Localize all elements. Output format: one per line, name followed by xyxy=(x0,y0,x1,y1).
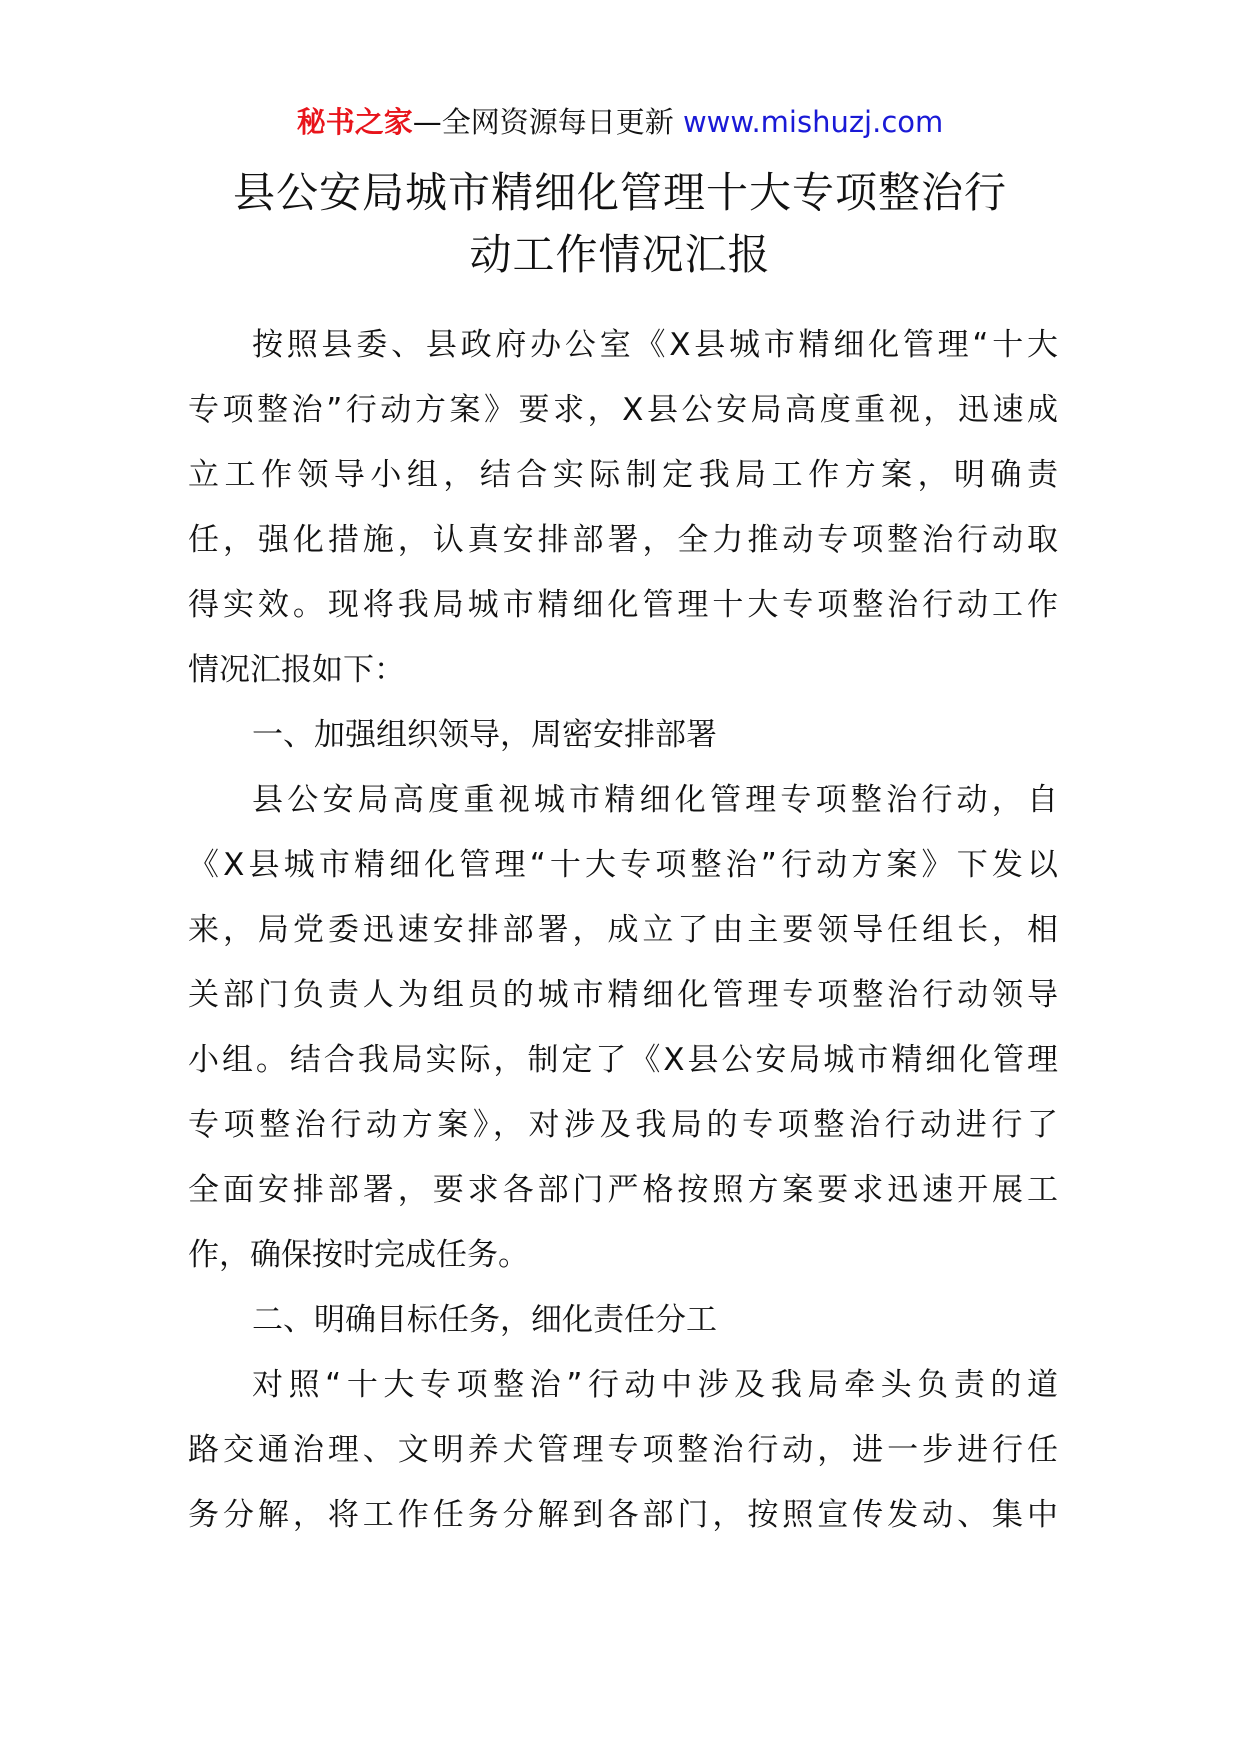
brand-name: 秘书之家 xyxy=(296,105,413,139)
section-heading-1: 一、加强组织领导，周密安排部署 xyxy=(252,717,717,753)
document-body xyxy=(188,313,1058,1548)
body-line: 《X县城市精细化管理“十大专项整治”行动方案》下发以 xyxy=(188,847,1058,883)
body-line: 立工作领导小组，结合实际制定我局工作方案，明确责 xyxy=(188,457,1058,493)
body-line: 对照“十大专项整治”行动中涉及我局牵头负责的道 xyxy=(252,1367,1058,1403)
body-line: 来，局党委迅速安排部署，成立了由主要领导任组长，相 xyxy=(188,912,1058,948)
body-line: 务分解，将工作任务分解到各部门，按照宣传发动、集中 xyxy=(188,1497,1058,1533)
body-line: 专项整治”行动方案》要求，X县公安局高度重视，迅速成 xyxy=(188,392,1058,428)
body-line: 专项整治行动方案》，对涉及我局的专项整治行动进行了 xyxy=(188,1107,1058,1143)
body-line: 情况汇报如下： xyxy=(188,652,405,688)
document-title xyxy=(150,162,1090,286)
site-url-link[interactable]: www.mishuzj.com xyxy=(682,105,944,139)
body-line: 按照县委、县政府办公室《X县城市精细化管理“十大 xyxy=(252,327,1058,363)
header-tagline: —全网资源每日更新 xyxy=(412,105,683,139)
section-heading-2: 二、明确目标任务，细化责任分工 xyxy=(252,1302,717,1338)
body-line: 全面安排部署，要求各部门严格按照方案要求迅速开展工 xyxy=(188,1172,1058,1208)
title-line-2: 动工作情况汇报 xyxy=(469,230,771,279)
body-line: 县公安局高度重视城市精细化管理专项整治行动，自 xyxy=(252,782,1058,818)
title-line-1: 县公安局城市精细化管理十大专项整治行 xyxy=(232,168,1007,217)
body-line: 得实效。现将我局城市精细化管理十大专项整治行动工作 xyxy=(188,587,1058,623)
body-line: 关部门负责人为组员的城市精细化管理专项整治行动领导 xyxy=(188,977,1058,1013)
body-line: 小组。结合我局实际，制定了《X县公安局城市精细化管理 xyxy=(188,1042,1058,1078)
body-line: 作，确保按时完成任务。 xyxy=(188,1237,529,1273)
body-line: 路交通治理、文明养犬管理专项整治行动，进一步进行任 xyxy=(188,1432,1058,1468)
body-line: 任，强化措施，认真安排部署，全力推动专项整治行动取 xyxy=(188,522,1058,558)
site-header xyxy=(0,102,1240,142)
